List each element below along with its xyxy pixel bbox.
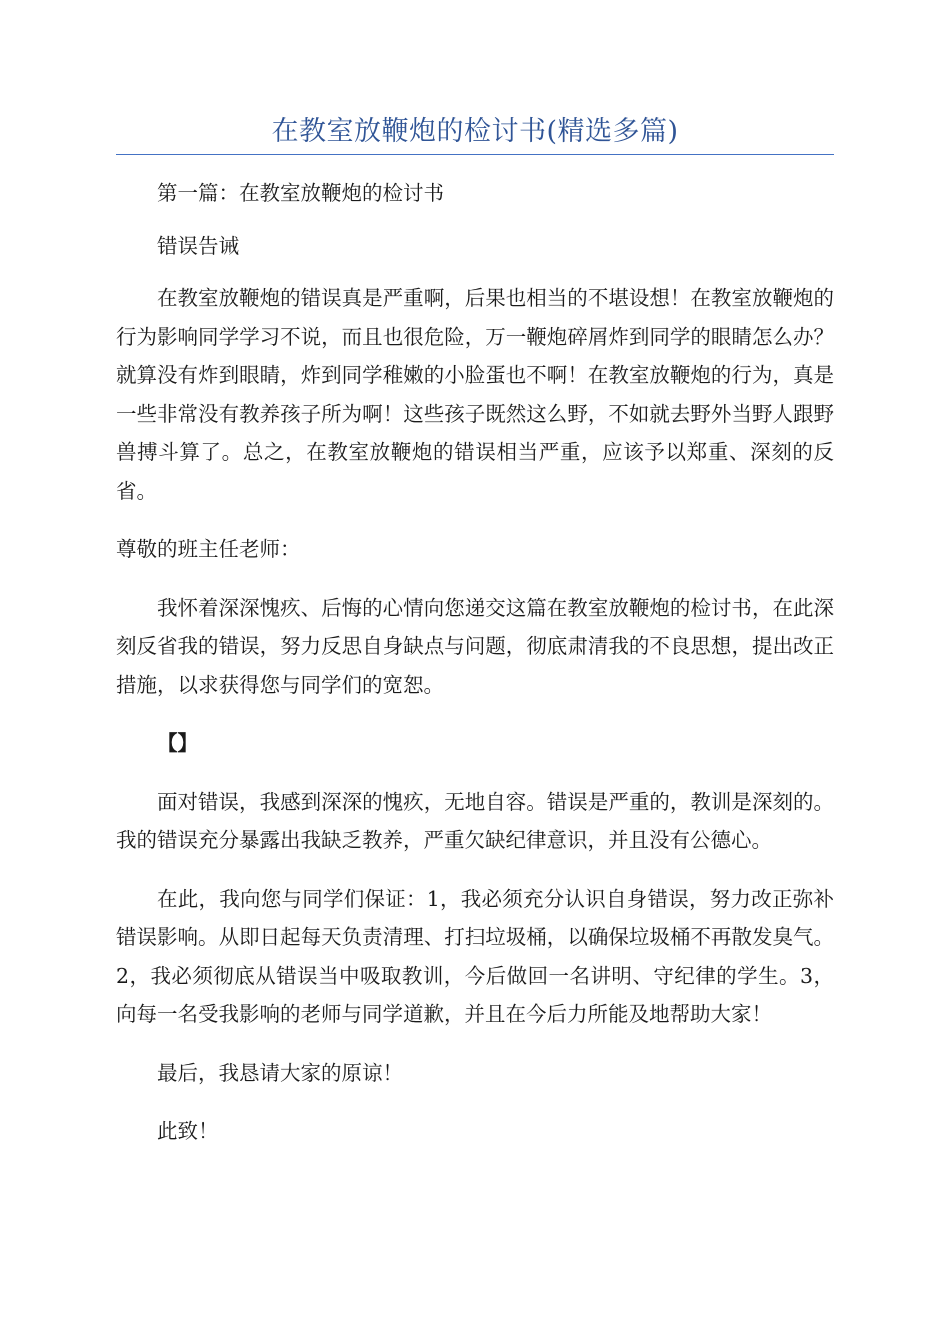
body-paragraph: 在教室放鞭炮的错误真是严重啊，后果也相当的不堪设想！在教室放鞭炮的行为影响同学学习不说，而且也很危险，万一鞭炮碎屑炸到同学的眼睛怎么办？就算没有炸到眼睛，炸到同学稚嫩的小脸蛋也不啊！在教室放鞭炮的行为，真是一些非常没有教养孩子所为啊！这些孩子既然这么野，不如就去野外当野人跟野兽搏斗算了。总之，在教室放鞭炮的错误相当严重，应该予以郑重、深刻的反省。 — [116, 286, 834, 503]
document-body — [116, 174, 834, 1151]
closing-line: 最后，我恳请大家的原谅！ — [157, 1060, 403, 1085]
bracket-marker: 【】 — [157, 731, 198, 755]
section-heading: 第一篇：在教室放鞭炮的检讨书 — [157, 181, 444, 205]
document-title: 在教室放鞭炮的检讨书(精选多篇) — [271, 116, 679, 147]
body-paragraph: 在此，我向您与同学们保证：1，我必须充分认识自身错误，努力改正弥补错误影响。从即日起每天负责清理、打扫垃圾桶，以确保垃圾桶不再散发臭气。2，我必须彻底从错误当中吸取教训，今后做回一名讲明、守纪律的学生。3，向每一名受我影响的老师与同学道歉，并且在今后力所能及地帮助大家！ — [116, 886, 834, 1026]
subheading: 错误告诫 — [157, 233, 239, 258]
sign-off: 此致！ — [157, 1119, 219, 1143]
title-underline — [116, 154, 834, 155]
body-paragraph: 我怀着深深愧疚、后悔的心情向您递交这篇在教室放鞭炮的检讨书，在此深刻反省我的错误，努力反思自身缺点与问题，彻底肃清我的不良思想，提出改正措施，以求获得您与同学们的宽恕。 — [116, 595, 834, 697]
body-paragraph: 面对错误，我感到深深的愧疚，无地自容。错误是严重的，教训是深刻的。我的错误充分暴露出我缺乏教养，严重欠缺纪律意识，并且没有公德心。 — [116, 789, 834, 852]
salutation: 尊敬的班主任老师： — [116, 537, 301, 561]
